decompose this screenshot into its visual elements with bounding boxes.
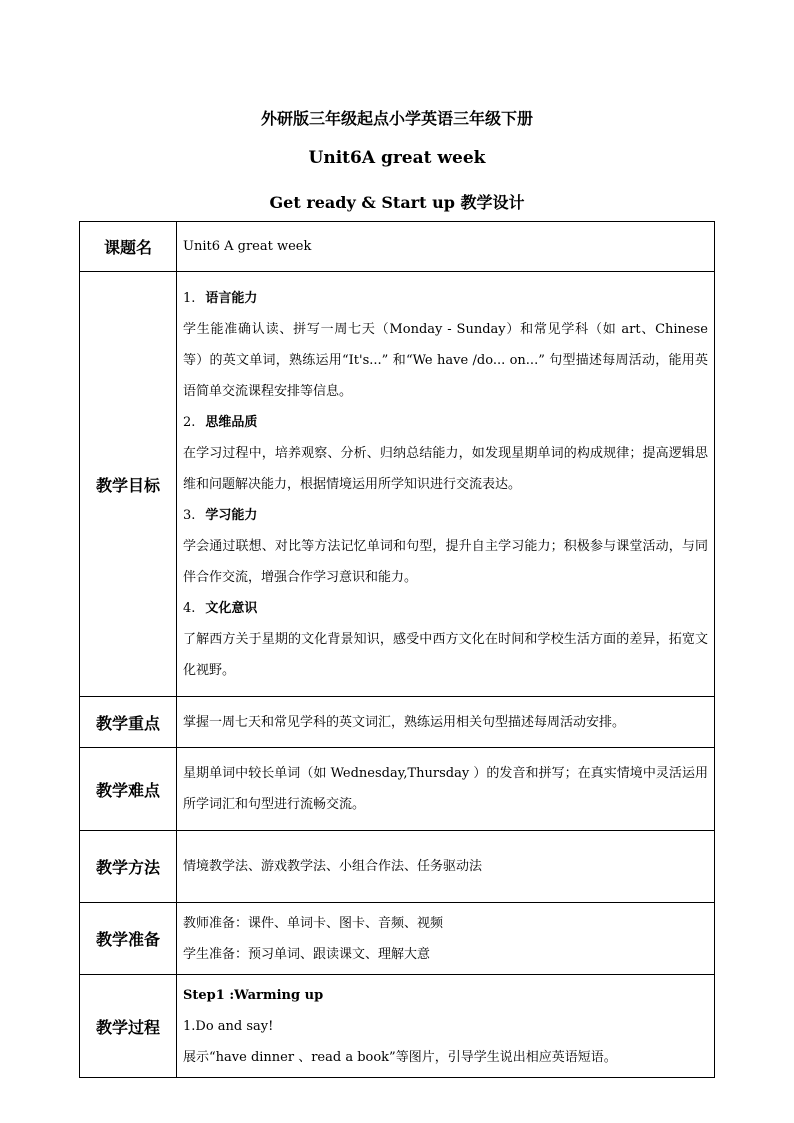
row-teaching-focus xyxy=(80,697,715,748)
unit-title: Unit6A great week xyxy=(308,148,486,168)
lesson-title: Get ready & Start up 教学设计 xyxy=(269,193,525,212)
lesson-plan-table xyxy=(79,221,715,1078)
row-teaching-method xyxy=(80,831,715,903)
goal-text: 在学习过程中，培养观察、分析、归纳总结能力，如发现星期单词的构成规律；提高逻辑思维和问题解决能力，根据情境运用所学知识进行交流表达。 xyxy=(183,445,708,492)
goal-heading: 3. 学习能力 xyxy=(183,507,258,523)
goal-text: 学生能准确认读、拼写一周七天（Monday - Sunday）和常见学科（如 art、Chinese 等）的英文单词，熟练运用“It's...” 和“We have /do... on...” 句型描述每周活动，能用英语简单交流课程安排等信息。 xyxy=(183,321,708,399)
document-title: 外研版三年级起点小学英语三年级下册 xyxy=(260,109,533,128)
value-teaching-process xyxy=(177,975,715,1078)
row-teaching-goals xyxy=(80,272,715,697)
goal-heading: 2. 思维品质 xyxy=(183,414,258,430)
goal-text: 了解西方关于星期的文化背景知识，感受中西方文化在时间和学校生活方面的差异，拓宽文化视野。 xyxy=(183,631,708,678)
row-teaching-process xyxy=(80,975,715,1078)
process-text: 展示“have dinner 、read a book”等图片，引导学生说出相应英语短语。 xyxy=(183,1049,617,1065)
label-lesson-name: 课题名 xyxy=(80,222,177,272)
value-teaching-goals xyxy=(177,272,715,697)
goal-heading: 1. 语言能力 xyxy=(183,290,258,306)
row-teaching-difficulty xyxy=(80,748,715,831)
label-teaching-prep: 教学准备 xyxy=(80,903,177,975)
label-teaching-difficulty: 教学难点 xyxy=(80,748,177,831)
label-teaching-goals: 教学目标 xyxy=(80,272,177,697)
label-teaching-focus: 教学重点 xyxy=(80,697,177,748)
process-subtitle: 1.Do and say! xyxy=(183,1018,274,1034)
goal-section xyxy=(183,593,708,686)
goal-text: 学会通过联想、对比等方法记忆单词和句型，提升自主学习能力；积极参与课堂活动，与同伴合作交流，增强合作学习意识和能力。 xyxy=(183,538,708,585)
value-teaching-focus: 掌握一周七天和常见学科的英文词汇，熟练运用相关句型描述每周活动安排。 xyxy=(177,697,715,748)
value-lesson-name: Unit6 A great week xyxy=(177,222,715,272)
value-teaching-method: 情境教学法、游戏教学法、小组合作法、任务驱动法 xyxy=(177,831,715,903)
label-teaching-process: 教学过程 xyxy=(80,975,177,1078)
goal-heading: 4. 文化意识 xyxy=(183,600,258,616)
value-teaching-prep xyxy=(177,903,715,975)
label-teaching-method: 教学方法 xyxy=(80,831,177,903)
value-teaching-difficulty: 星期单词中较长单词（如 Wednesday,Thursday ）的发音和拼写；在真实情境中灵活运用所学词汇和句型进行流畅交流。 xyxy=(177,748,715,831)
row-lesson-name xyxy=(80,222,715,272)
student-prep: 学生准备：预习单词、跟读课文、理解大意 xyxy=(183,946,431,962)
teacher-prep: 教师准备：课件、单词卡、图卡、音频、视频 xyxy=(183,915,444,931)
process-step: Step1 :Warming up xyxy=(183,987,324,1003)
row-teaching-prep xyxy=(80,903,715,975)
goal-section xyxy=(183,407,708,500)
goal-section xyxy=(183,283,708,407)
goal-section xyxy=(183,500,708,593)
